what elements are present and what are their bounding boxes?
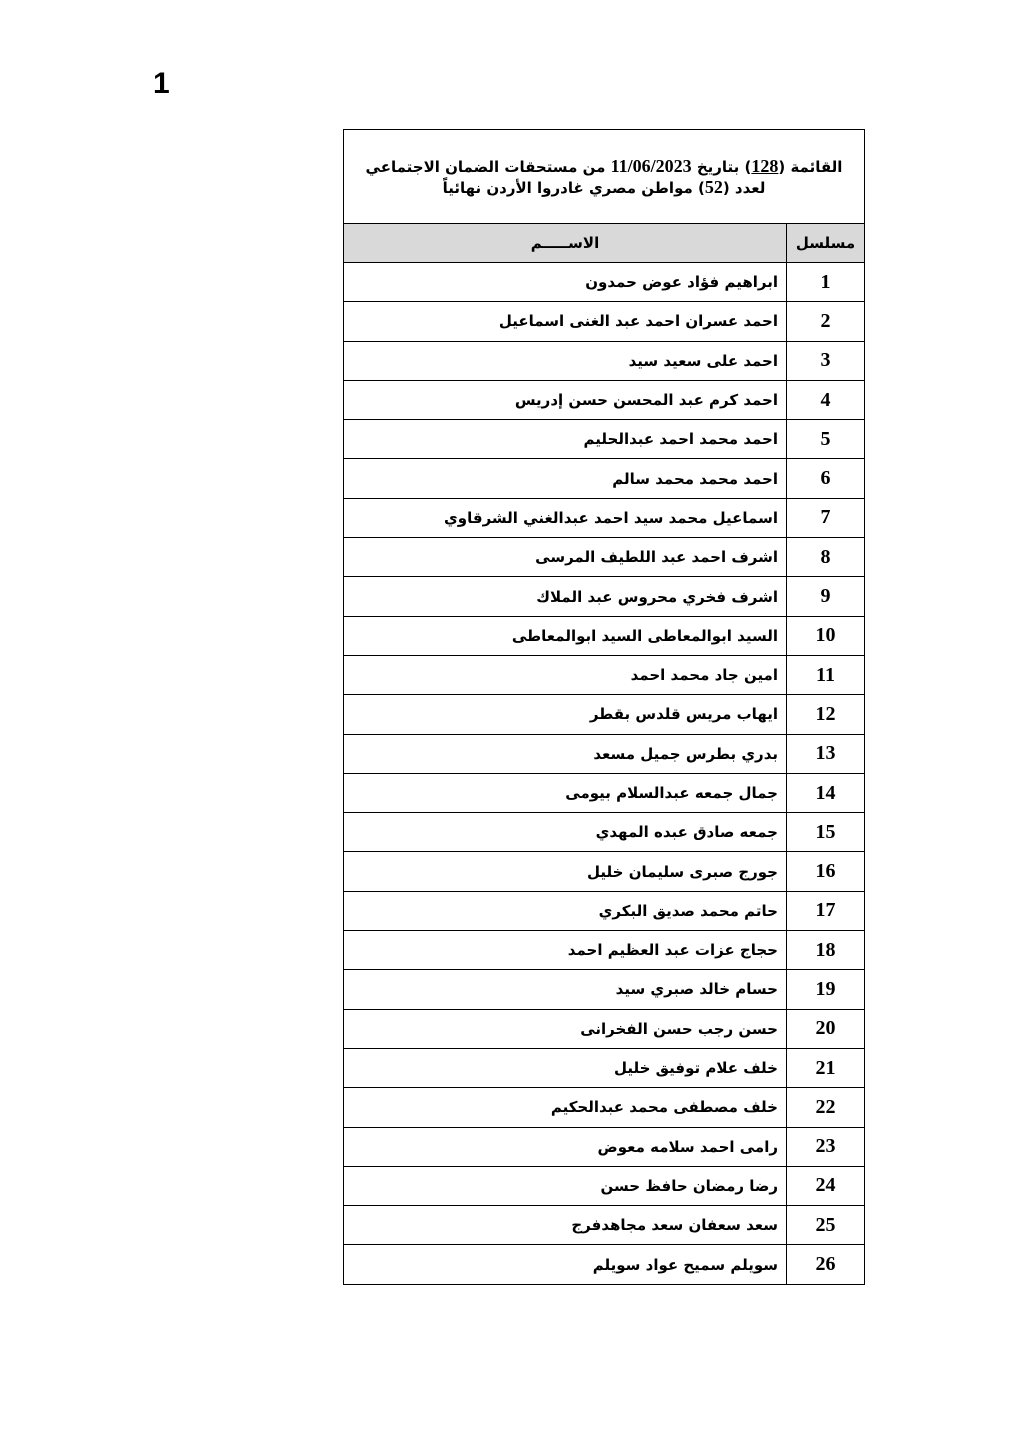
name-cell: احمد على سعيد سيد — [344, 341, 787, 380]
list-number: 128 — [751, 155, 779, 176]
name-cell: سعد سعفان سعد مجاهدفرج — [344, 1206, 787, 1245]
table-row — [344, 1206, 865, 1245]
name-cell: حجاج عزات عبد العظيم احمد — [344, 931, 787, 970]
citizen-count: 52 — [704, 176, 723, 197]
serial-cell: 2 — [787, 302, 865, 341]
table-title-row — [344, 130, 865, 224]
name-cell: احمد محمد محمد سالم — [344, 459, 787, 498]
serial-cell: 10 — [787, 616, 865, 655]
table-row — [344, 1048, 865, 1087]
table-row — [344, 263, 865, 302]
serial-cell: 14 — [787, 773, 865, 812]
table-row — [344, 341, 865, 380]
name-cell: بدري بطرس جميل مسعد — [344, 734, 787, 773]
table-row — [344, 459, 865, 498]
table-row — [344, 616, 865, 655]
beneficiaries-table — [343, 129, 865, 1285]
serial-cell: 7 — [787, 498, 865, 537]
name-cell: جمال جمعه عبدالسلام بيومى — [344, 773, 787, 812]
name-cell: خلف علام توفيق خليل — [344, 1048, 787, 1087]
table-row — [344, 420, 865, 459]
table-row — [344, 931, 865, 970]
serial-cell: 15 — [787, 813, 865, 852]
column-header-name: الاســـــم — [344, 224, 787, 263]
name-cell: احمد عسران احمد عبد الغنى اسماعيل — [344, 302, 787, 341]
serial-cell: 20 — [787, 1009, 865, 1048]
name-cell: احمد محمد احمد عبدالحليم — [344, 420, 787, 459]
name-cell: رامى احمد سلامه معوض — [344, 1127, 787, 1166]
table-title — [344, 130, 865, 224]
table-row — [344, 891, 865, 930]
serial-cell: 13 — [787, 734, 865, 773]
table-row — [344, 1009, 865, 1048]
list-date: 11/06/2023 — [610, 155, 692, 176]
serial-cell: 19 — [787, 970, 865, 1009]
serial-cell: 18 — [787, 931, 865, 970]
name-cell: ابراهيم فؤاد عوض حمدون — [344, 263, 787, 302]
serial-cell: 26 — [787, 1245, 865, 1284]
column-header-serial: مسلسل — [787, 224, 865, 263]
table-row — [344, 577, 865, 616]
serial-cell: 4 — [787, 380, 865, 419]
serial-cell: 21 — [787, 1048, 865, 1087]
name-cell: اشرف احمد عبد اللطيف المرسى — [344, 538, 787, 577]
name-cell: حاتم محمد صديق البكري — [344, 891, 787, 930]
table-row — [344, 1088, 865, 1127]
table-row — [344, 1127, 865, 1166]
serial-cell: 3 — [787, 341, 865, 380]
serial-cell: 17 — [787, 891, 865, 930]
name-cell: جمعه صادق عبده المهدي — [344, 813, 787, 852]
name-cell: السيد ابوالمعاطى السيد ابوالمعاطى — [344, 616, 787, 655]
serial-cell: 8 — [787, 538, 865, 577]
name-cell: ايهاب مريس قلدس بقطر — [344, 695, 787, 734]
table-row — [344, 655, 865, 694]
table-row — [344, 773, 865, 812]
table-row — [344, 380, 865, 419]
table-row — [344, 538, 865, 577]
name-cell: اسماعيل محمد سيد احمد عبدالغني الشرقاوي — [344, 498, 787, 537]
serial-cell: 11 — [787, 655, 865, 694]
page-number: 1 — [153, 67, 170, 100]
serial-cell: 16 — [787, 852, 865, 891]
name-cell: خلف مصطفى محمد عبدالحكيم — [344, 1088, 787, 1127]
table-row — [344, 498, 865, 537]
table-row — [344, 1245, 865, 1284]
name-cell: اشرف فخري محروس عبد الملاك — [344, 577, 787, 616]
title-line-2: لعدد (52) مواطن مصري غادروا الأردن نهائياً — [442, 176, 766, 197]
table-header-row — [344, 224, 865, 263]
serial-cell: 12 — [787, 695, 865, 734]
serial-cell: 22 — [787, 1088, 865, 1127]
table-row — [344, 734, 865, 773]
serial-cell: 24 — [787, 1166, 865, 1205]
name-cell: حسن رجب حسن الفخرانى — [344, 1009, 787, 1048]
serial-cell: 25 — [787, 1206, 865, 1245]
table-row — [344, 302, 865, 341]
serial-cell: 6 — [787, 459, 865, 498]
serial-cell: 1 — [787, 263, 865, 302]
serial-cell: 23 — [787, 1127, 865, 1166]
table-row — [344, 852, 865, 891]
table-row — [344, 970, 865, 1009]
name-cell: امين جاد محمد احمد — [344, 655, 787, 694]
table-row — [344, 695, 865, 734]
name-cell: احمد كرم عبد المحسن حسن إدريس — [344, 380, 787, 419]
serial-cell: 5 — [787, 420, 865, 459]
name-cell: رضا رمضان حافظ حسن — [344, 1166, 787, 1205]
name-cell: جورج صبرى سليمان خليل — [344, 852, 787, 891]
serial-cell: 9 — [787, 577, 865, 616]
title-line-1: القائمة (128) بتاريخ 11/06/2023 من مستحقات الضمان الاجتماعي — [365, 155, 843, 176]
name-cell: حسام خالد صبري سيد — [344, 970, 787, 1009]
table-row — [344, 813, 865, 852]
table-row — [344, 1166, 865, 1205]
name-cell: سويلم سميح عواد سويلم — [344, 1245, 787, 1284]
